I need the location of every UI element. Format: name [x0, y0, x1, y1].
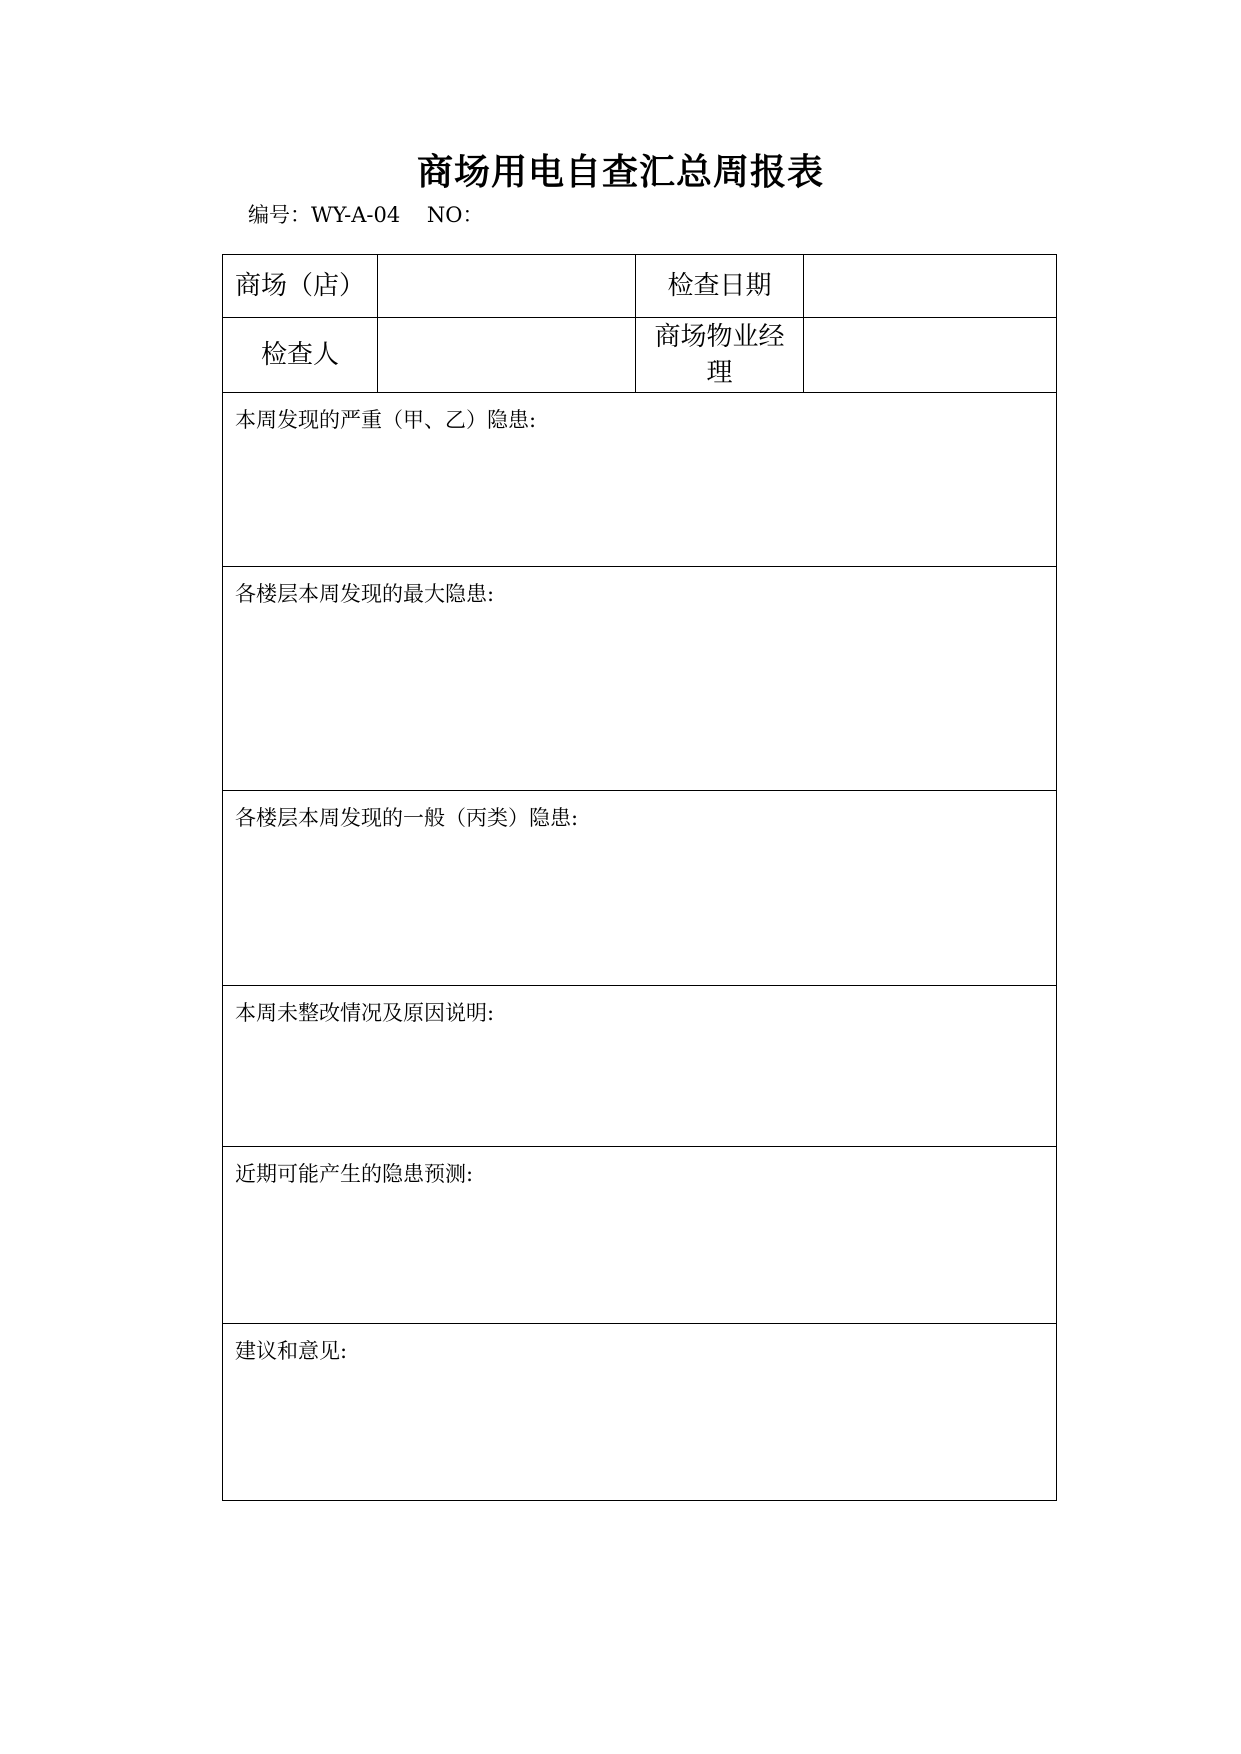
- inspector-label: 检查人: [223, 318, 378, 393]
- form-row-inspector-manager: [223, 318, 1057, 393]
- section-suggestions[interactable]: [223, 1324, 1057, 1501]
- section-unrectified-label: 本周未整改情况及原因说明:: [223, 986, 1057, 1147]
- mall-field[interactable]: [378, 255, 636, 318]
- report-form-table: [222, 254, 1057, 1501]
- form-row-mall-date: [223, 255, 1057, 318]
- section-suggestions-label: 建议和意见:: [223, 1324, 1057, 1501]
- page-title: 商场用电自查汇总周报表: [416, 152, 824, 193]
- section-forecast[interactable]: [223, 1147, 1057, 1324]
- property-manager-label: 商场物业经理: [636, 318, 804, 393]
- section-general-hazards-label: 各楼层本周发现的一般（丙类）隐患:: [223, 791, 1057, 986]
- section-severe-hazards[interactable]: [223, 393, 1057, 567]
- property-manager-field[interactable]: [804, 318, 1057, 393]
- section-severe-hazards-label: 本周发现的严重（甲、乙）隐患:: [223, 393, 1057, 567]
- mall-label: 商场（店）: [223, 255, 378, 318]
- section-general-hazards[interactable]: [223, 791, 1057, 986]
- section-unrectified[interactable]: [223, 986, 1057, 1147]
- inspector-field[interactable]: [378, 318, 636, 393]
- section-forecast-label: 近期可能产生的隐患预测:: [223, 1147, 1057, 1324]
- inspection-date-field[interactable]: [804, 255, 1057, 318]
- section-max-hazards[interactable]: [223, 567, 1057, 791]
- section-max-hazards-label: 各楼层本周发现的最大隐患:: [223, 567, 1057, 791]
- inspection-date-label: 检查日期: [636, 255, 804, 318]
- form-code-line: 编号：WY-A-04 NO：: [248, 203, 484, 227]
